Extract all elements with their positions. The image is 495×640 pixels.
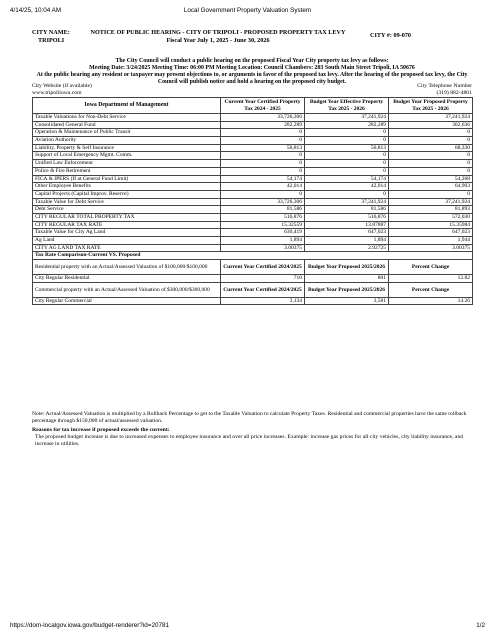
effective-value: 0	[305, 190, 389, 198]
commercial-row	[33, 297, 473, 305]
col-current-header: Current Year Certified Property Tax 2024 - 2025	[221, 98, 305, 114]
table-row	[33, 206, 473, 214]
proposed-value: 3.00375	[389, 244, 473, 252]
effective-value: 42,014	[305, 183, 389, 191]
commercial-desc: Commercial property with an Actual/Assessed Valuation of $300,000/$300,000	[33, 282, 221, 297]
table-row	[33, 213, 473, 221]
proposed-value: 37,241,924	[389, 198, 473, 206]
print-datetime: 4/14/25, 10:04 AM	[10, 7, 62, 14]
reasons-text: The proposed budget increase is due to increased expenses to employee insurance and over all price increases. Example: increase gas prices for all city vehicles, city liability insurance, and increase in utilities.	[35, 433, 464, 447]
table-row	[33, 137, 473, 145]
effective-value: 0	[305, 160, 389, 168]
table-row	[33, 183, 473, 191]
col-effective-header: Budget Year Effective Property Tax 2025 - 2026	[305, 98, 389, 114]
row-label: CITY REGULAR TOTAL PROPERTY TAX	[33, 213, 221, 221]
effective-value: 1,894	[305, 237, 389, 245]
effective-value: 0	[305, 152, 389, 160]
effective-value: 0	[305, 137, 389, 145]
effective-value: 647,023	[305, 229, 389, 237]
row-label: CITY AG LAND TAX RATE	[33, 244, 221, 252]
proposed-value: 81,893	[389, 206, 473, 214]
table-row	[33, 190, 473, 198]
residential-percent: 12.82	[389, 275, 473, 283]
effective-value: 0	[305, 129, 389, 137]
row-label: Other Employee Benefits	[33, 183, 221, 191]
website: www.tripoliiowa.com	[32, 90, 82, 96]
table-row	[33, 114, 473, 122]
residential-row	[33, 275, 473, 283]
reasons-title: Reasons for tax increase if proposed exceeds the current:	[32, 427, 170, 433]
row-label: Aviation Authority	[33, 137, 221, 145]
res-percent-header: Percent Change	[389, 260, 473, 275]
row-label: Taxable Valuations for Non-Debt Service	[33, 114, 221, 122]
row-label: FICA & IPERS (If at General Fund Limit)	[33, 175, 221, 183]
dept-header: Iowa Department of Management	[33, 98, 221, 114]
print-page-number: 1/2	[476, 622, 485, 629]
table-row	[33, 221, 473, 229]
phone-label: City Telephone Number	[417, 83, 472, 89]
proposed-value: 54,268	[389, 175, 473, 183]
current-certified-value: 0	[221, 137, 305, 145]
effective-value: 54,174	[305, 175, 389, 183]
notice-title-block	[78, 29, 358, 44]
effective-value: 0	[305, 167, 389, 175]
print-header	[10, 7, 485, 17]
proposed-value: 0	[389, 160, 473, 168]
commercial-label: City Regular Commercial	[33, 297, 221, 305]
hearing-line-1: The City Council will conduct a public hearing on the proposed Fiscal Year City property tax levy as follows:	[115, 58, 389, 64]
res-current-header: Current Year Certified 2024/2025	[221, 260, 305, 275]
rollback-note: Note: Actual/Assessed Valuation is multiplied by a Rollback Percentage to get to the Taxable Valuation to calculate Property Taxes. Residential and commercial properties have the same rollback percentage through $150,000 of actual/assessed valuation.	[32, 411, 467, 424]
table-row	[33, 160, 473, 168]
current-certified-value: 1,894	[221, 237, 305, 245]
current-certified-value: 42,014	[221, 183, 305, 191]
proposed-value: 0	[389, 190, 473, 198]
effective-value: 37,241,924	[305, 114, 389, 122]
current-certified-value: 0	[221, 167, 305, 175]
effective-value: 516,876	[305, 213, 389, 221]
proposed-value: 68,330	[389, 144, 473, 152]
row-label: Debt Service	[33, 206, 221, 214]
current-certified-value: 15.32559	[221, 221, 305, 229]
residential-desc: Residential property with an Actual/Assessed Valuation of $100,000/$100,000	[33, 260, 221, 275]
proposed-value: 0	[389, 167, 473, 175]
table-row	[33, 229, 473, 237]
current-certified-value: 0	[221, 160, 305, 168]
com-current-header: Current Year Certified 2024/2025	[221, 282, 305, 297]
commercial-header-row	[33, 282, 473, 297]
current-certified-value: 33,726,306	[221, 114, 305, 122]
city-name: TRIPOLI	[38, 36, 65, 44]
commercial-percent: 14.26	[389, 297, 473, 305]
hearing-line-2: Meeting Date: 3/24/2025 Meeting Time: 06:00 PM Meeting Location: Council Chambers: 203 South Main Street Tripoli, IA 50676	[89, 65, 415, 72]
proposed-value: 302,636	[389, 121, 473, 129]
row-label: Capital Projects (Capital Improv. Reserve)	[33, 190, 221, 198]
print-footer	[10, 622, 485, 632]
current-certified-value: 0	[221, 152, 305, 160]
effective-value: 2.92725	[305, 244, 389, 252]
hearing-notice	[32, 58, 472, 86]
row-label: Taxable Value for City Ag Land	[33, 229, 221, 237]
commercial-proposed: 3,581	[305, 297, 389, 305]
row-label: Police & Fire Retirement	[33, 167, 221, 175]
effective-value: 282,289	[305, 121, 389, 129]
col-proposed-header: Budget Year Proposed Property Tax 2025 - 2026	[389, 98, 473, 114]
current-certified-value: 516,876	[221, 213, 305, 221]
hearing-line-3: At the public hearing any resident or taxpayer may present objections to, or arguments in favor of the proposed tax levy. After the hearing of the proposed tax levy, the City Council will publish notice and hold a hearing on the proposed city budget.	[36, 72, 468, 86]
row-label: Consolidated General Fund	[33, 121, 221, 129]
reasons-section	[32, 427, 472, 447]
effective-value: 56,813	[305, 144, 389, 152]
row-label: Ag Land	[33, 237, 221, 245]
table-row	[33, 121, 473, 129]
city-name-block	[32, 29, 70, 44]
proposed-value: 647,023	[389, 229, 473, 237]
row-label: Taxable Value for Debt Service	[33, 198, 221, 206]
table-row	[33, 175, 473, 183]
row-label: Operation & Maintenance of Public Transit	[33, 129, 221, 137]
table-row	[33, 144, 473, 152]
table-row	[33, 198, 473, 206]
residential-proposed: 801	[305, 275, 389, 283]
current-certified-value: 81,586	[221, 206, 305, 214]
row-label: Unified Law Enforcement	[33, 160, 221, 168]
row-label: Support of Local Emergency Mgmt. Comm.	[33, 152, 221, 160]
table-row	[33, 167, 473, 175]
proposed-value: 0	[389, 129, 473, 137]
row-label: CITY REGULAR TAX RATE	[33, 221, 221, 229]
proposed-value: 64,903	[389, 183, 473, 191]
com-proposed-header: Budget Year Proposed 2025/2026	[305, 282, 389, 297]
residential-label: City Regular Residential	[33, 275, 221, 283]
table-header-row	[33, 98, 473, 114]
notice-title: NOTICE OF PUBLIC HEARING - CITY OF TRIPOLI - PROPOSED PROPERTY TAX LEVY	[90, 29, 346, 36]
row-label: Liability, Property & Self Insurance	[33, 144, 221, 152]
website-label: City Website (if available)	[32, 83, 92, 89]
effective-value: 81,586	[305, 206, 389, 214]
current-certified-value: 33,726,306	[221, 198, 305, 206]
print-url: https://dom-localgov.iowa.gov/budget-renderer?id=20781	[10, 622, 169, 629]
levy-table	[32, 97, 473, 305]
table-row	[33, 237, 473, 245]
city-number: CITY #: 09-070	[370, 32, 412, 39]
comparison-title-row	[33, 252, 473, 260]
proposed-value: 37,241,924	[389, 114, 473, 122]
current-certified-value: 56,813	[221, 144, 305, 152]
table-row	[33, 152, 473, 160]
current-certified-value: 0	[221, 190, 305, 198]
proposed-value: 15.35984	[389, 221, 473, 229]
fiscal-year: Fiscal Year July 1, 2025 - June 30, 2026	[166, 36, 270, 44]
print-page-title: Local Government Property Valuation System	[183, 7, 312, 14]
current-certified-value: 630,419	[221, 229, 305, 237]
table-row	[33, 129, 473, 137]
table-row	[33, 244, 473, 252]
residential-header-row	[33, 260, 473, 275]
com-percent-header: Percent Change	[389, 282, 473, 297]
comparison-title: Tax Rate Comparison-Current VS. Proposed	[33, 252, 473, 260]
effective-value: 37,241,924	[305, 198, 389, 206]
current-certified-value: 54,174	[221, 175, 305, 183]
residential-current: 710	[221, 275, 305, 283]
current-certified-value: 3.00375	[221, 244, 305, 252]
current-certified-value: 282,289	[221, 121, 305, 129]
phone: (319) 882-4801	[436, 90, 472, 96]
proposed-value: 0	[389, 152, 473, 160]
res-proposed-header: Budget Year Proposed 2025/2026	[305, 260, 389, 275]
proposed-value: 1,944	[389, 237, 473, 245]
proposed-value: 572,030	[389, 213, 473, 221]
city-name-label: CITY NAME:	[32, 29, 70, 36]
commercial-current: 3,134	[221, 297, 305, 305]
proposed-value: 0	[389, 137, 473, 145]
effective-value: 13.87887	[305, 221, 389, 229]
current-certified-value: 0	[221, 129, 305, 137]
